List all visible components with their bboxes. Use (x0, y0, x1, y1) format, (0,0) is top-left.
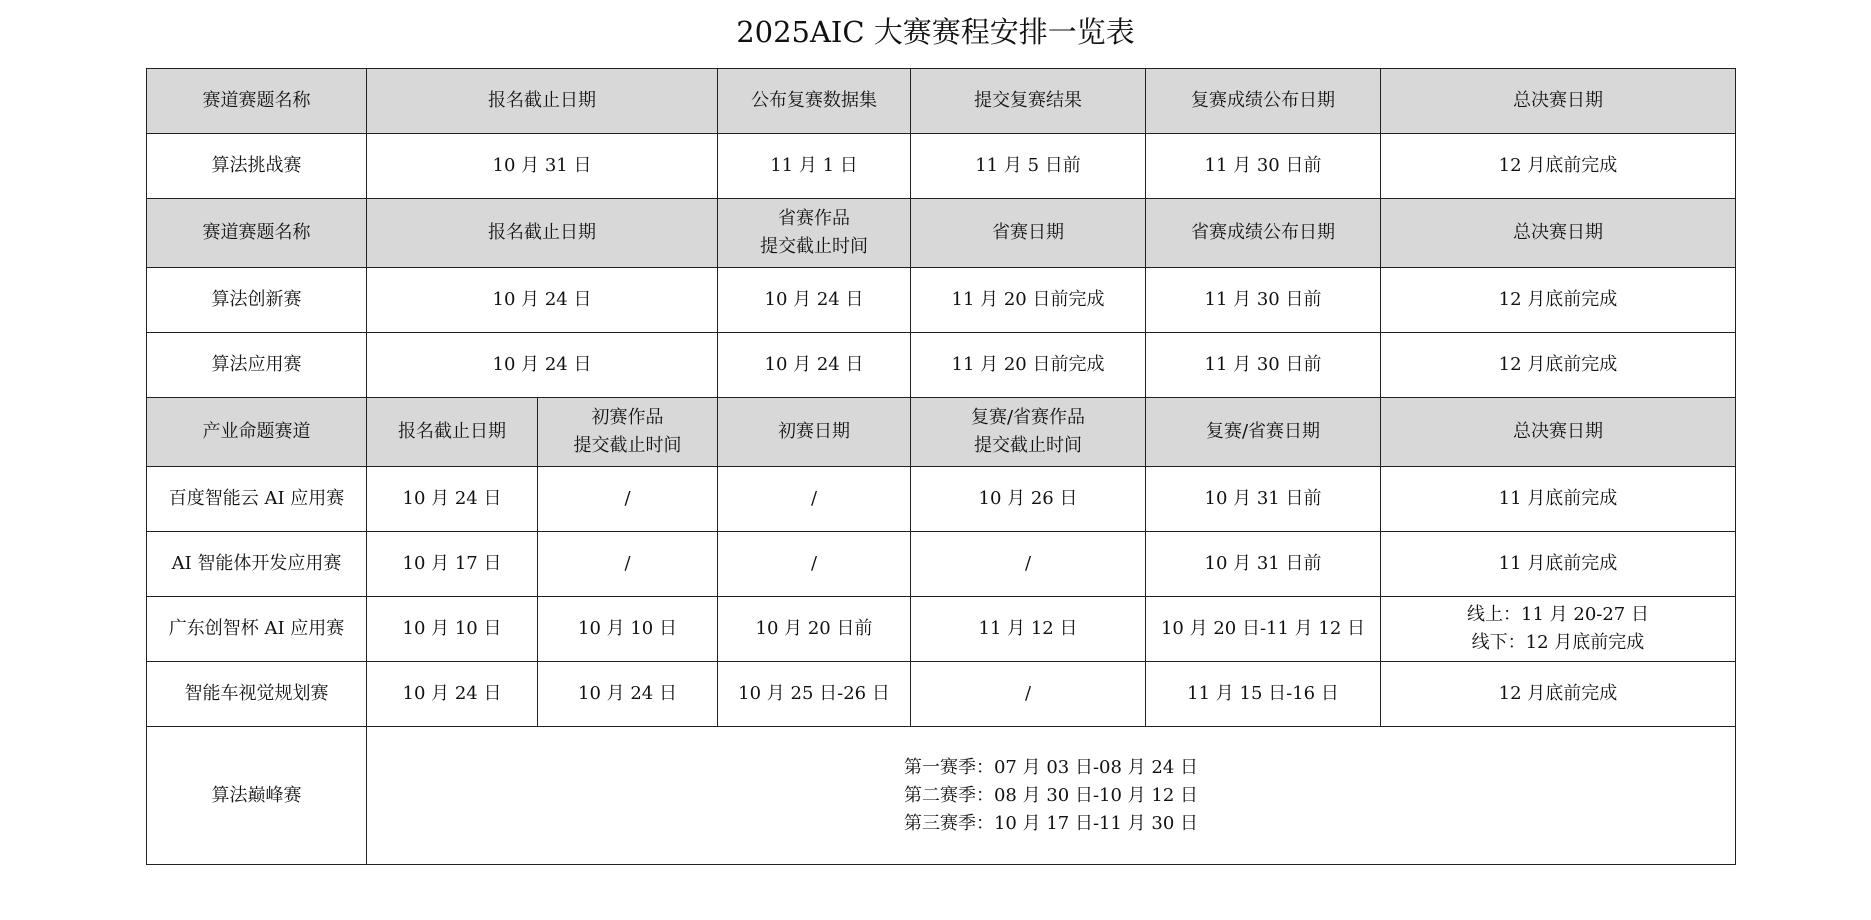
table-cell: / (538, 467, 718, 532)
final-offline: 线下：12 月底前完成 (1471, 632, 1645, 653)
header-line: 提交截止时间 (760, 236, 868, 257)
table-cell: 11 月 30 日前 (1146, 268, 1381, 333)
header-cell: 产业命题赛道 (147, 398, 367, 467)
section2-header-row (147, 199, 1736, 268)
header-cell: 省赛日期 (911, 199, 1146, 268)
table-cell (1381, 597, 1736, 662)
header-cell: 初赛日期 (718, 398, 911, 467)
season-list-cell (367, 727, 1736, 865)
table-row (147, 268, 1736, 333)
header-cell: 总决赛日期 (1381, 199, 1736, 268)
table-cell: / (538, 532, 718, 597)
page-title: 2025AIC 大赛赛程安排一览表 (736, 15, 1135, 49)
header-cell: 省赛成绩公布日期 (1146, 199, 1381, 268)
header-cell: 公布复赛数据集 (718, 69, 911, 134)
header-cell: 赛道赛题名称 (147, 199, 367, 268)
table-cell: 11 月 15 日-16 日 (1146, 662, 1381, 727)
track-name-cell: 百度智能云 AI 应用赛 (147, 467, 367, 532)
schedule-table (146, 68, 1736, 865)
table-cell: 10 月 31 日前 (1146, 467, 1381, 532)
table-cell: 10 月 20 日前 (718, 597, 911, 662)
table-cell: 12 月底前完成 (1381, 662, 1736, 727)
header-cell: 总决赛日期 (1381, 398, 1736, 467)
track-name-cell: 智能车视觉规划赛 (147, 662, 367, 727)
table-cell: 10 月 31 日前 (1146, 532, 1381, 597)
table-cell: 11 月底前完成 (1381, 467, 1736, 532)
header-cell (911, 398, 1146, 467)
table-cell: 10 月 24 日 (718, 333, 911, 398)
table-cell: 10 月 31 日 (367, 134, 718, 199)
table-cell: 11 月 12 日 (911, 597, 1146, 662)
table-row (147, 467, 1736, 532)
season-line: 第二赛季：08 月 30 日-10 月 12 日 (903, 784, 1199, 806)
table-cell: 10 月 24 日 (718, 268, 911, 333)
table-row (147, 662, 1736, 727)
season-line: 第三赛季：10 月 17 日-11 月 30 日 (903, 812, 1199, 834)
table-row (147, 333, 1736, 398)
table-cell: 10 月 24 日 (367, 467, 538, 532)
table-cell: 10 月 24 日 (367, 268, 718, 333)
header-cell: 提交复赛结果 (911, 69, 1146, 134)
season-line: 第一赛季：07 月 03 日-08 月 24 日 (903, 756, 1199, 778)
table-cell: 11 月 30 日前 (1146, 333, 1381, 398)
track-name-cell: 算法挑战赛 (147, 134, 367, 199)
table-cell: 12 月底前完成 (1381, 134, 1736, 199)
table-cell: 11 月 5 日前 (911, 134, 1146, 199)
table-cell: 10 月 10 日 (538, 597, 718, 662)
table-cell: / (718, 467, 911, 532)
header-cell: 赛道赛题名称 (147, 69, 367, 134)
table-row (147, 134, 1736, 199)
table-cell: 10 月 26 日 (911, 467, 1146, 532)
table-row (147, 532, 1736, 597)
table-cell: / (718, 532, 911, 597)
table-cell: 10 月 24 日 (367, 333, 718, 398)
header-line: 初赛作品 (591, 407, 664, 428)
header-cell: 报名截止日期 (367, 398, 538, 467)
table-cell: 10 月 10 日 (367, 597, 538, 662)
table-cell: 12 月底前完成 (1381, 268, 1736, 333)
header-cell (718, 199, 911, 268)
table-cell: 11 月 1 日 (718, 134, 911, 199)
table-row (147, 597, 1736, 662)
table-cell: 10 月 20 日-11 月 12 日 (1146, 597, 1381, 662)
table-cell: 10 月 25 日-26 日 (718, 662, 911, 727)
track-name-cell: 算法创新赛 (147, 268, 367, 333)
header-cell: 复赛/省赛日期 (1146, 398, 1381, 467)
table-cell: 11 月 20 日前完成 (911, 268, 1146, 333)
table-row (147, 727, 1736, 865)
table-cell: 11 月 30 日前 (1146, 134, 1381, 199)
final-online: 线上：11 月 20-27 日 (1467, 604, 1649, 625)
section1-header-row (147, 69, 1736, 134)
header-cell: 报名截止日期 (367, 199, 718, 268)
header-cell: 复赛成绩公布日期 (1146, 69, 1381, 134)
track-name-cell: AI 智能体开发应用赛 (147, 532, 367, 597)
table-cell: 10 月 24 日 (367, 662, 538, 727)
header-cell (538, 398, 718, 467)
track-name-cell: 算法巅峰赛 (147, 727, 367, 865)
table-cell: 11 月底前完成 (1381, 532, 1736, 597)
table-cell: / (911, 532, 1146, 597)
track-name-cell: 算法应用赛 (147, 333, 367, 398)
table-cell: 12 月底前完成 (1381, 333, 1736, 398)
section3-header-row (147, 398, 1736, 467)
header-line: 提交截止时间 (573, 435, 682, 456)
table-cell: 10 月 24 日 (538, 662, 718, 727)
header-line: 复赛/省赛作品 (970, 407, 1086, 428)
header-cell: 总决赛日期 (1381, 69, 1736, 134)
table-cell: 11 月 20 日前完成 (911, 333, 1146, 398)
header-line: 省赛作品 (778, 208, 850, 229)
table-cell: 10 月 17 日 (367, 532, 538, 597)
track-name-cell: 广东创智杯 AI 应用赛 (147, 597, 367, 662)
table-cell: / (911, 662, 1146, 727)
header-line: 提交截止时间 (974, 435, 1082, 456)
header-cell: 报名截止日期 (367, 69, 718, 134)
